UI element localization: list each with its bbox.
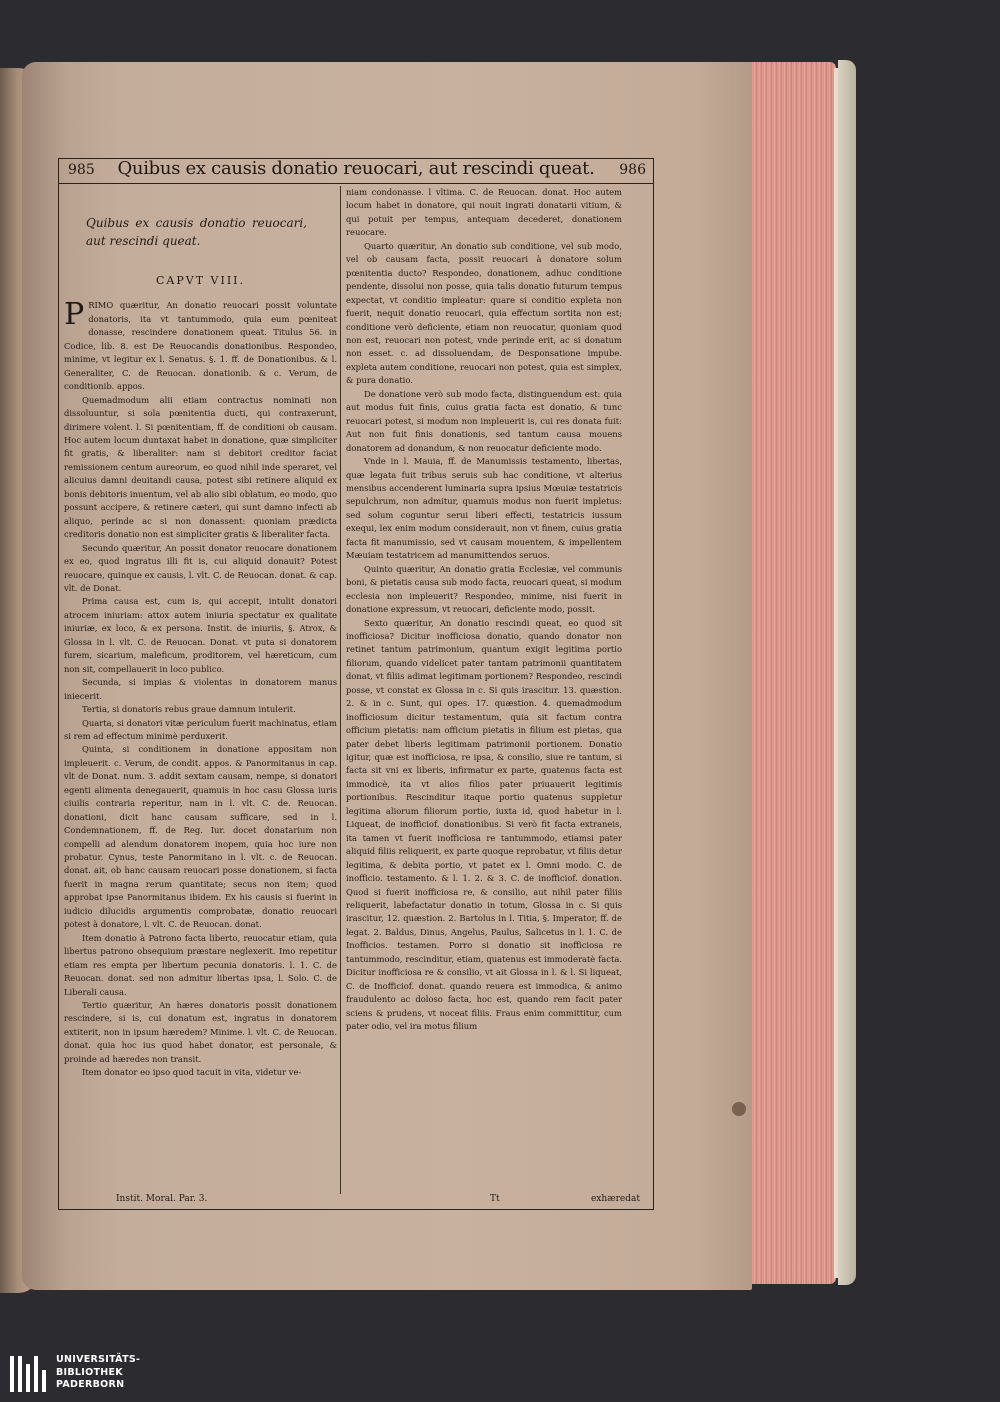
paragraph: Quemadmodum alii etiam contractus nominati non dissoluuntur, si sola pœnitentia ducti, qui contraxerunt, dirimere volent. l. Si pœnitentiam, ff. de conditioni ob causam. Hoc autem locum duntaxat habet in donatione, quæ simpliciter fit gratis, & liberaliter: nam si debitori creditor faciat remissionem centum aureorum, eo quod nihil inde speraret, vel alicuius damni deuitandi causa, potest sibi retinere aliquid ex bonis debitoris inuentum, vel ab alio sibi oblatum, eo modo, quo possunt accipere, & retinere cæteri, qui sunt damno infecti ab aliquo, perinde ac si non donassent: quoniam prædicta creditoris donatio non est simpliciter gratis & liberaliter facta. <box>64 394 337 540</box>
paragraph: Tertio quæritur, An hæres donatoris possit donationem rescindere, si is, cui donatum est, ingratus in donatorem extiterit, non in ipsum hæredem? Minime. l. vlt. C. de Reuocan. donat. quia hoc ius quod habet donator, est personale, & proinde ad hæredes non transit. <box>64 1000 337 1064</box>
column-divider <box>340 186 341 1194</box>
running-title: Quibus ex causis donatio reuocari, aut rescindi queat. <box>117 158 595 179</box>
paragraph: Prima causa est, cum is, qui accepit, intulit donatori atrocem iniuriam: attox autem iniuria spectatur ex qualitate iniuriæ, ex loco, & ex persona. Instit. de iniuriis, §. Atrox, & Glossa in l. vlt. C. de Reuocan. Donat. vt puta si donatorem furem, sicarium, maleficum, proditorem, vel hæreticum, cum non sit, compellauerit in loco publico. <box>64 596 337 674</box>
page-number-left: 985 <box>68 162 95 178</box>
library-logo-text: UNIVERSITÄTS- BIBLIOTHEK PADERBORN <box>56 1354 141 1390</box>
paragraph: Quarto quæritur, An donatio sub conditione, vel sub modo, vel ob causam facta, possit reuocari à donatore solum pœnitentia ducto? Respondeo, donationem, adhuc conditione pendente, dissolui non posse, quia talis donatio futurum tempus expectat, vt conditio impleatur: quare si conditio expleta non fuerit, nequit donatio reuocari, quia effectum sortita non est; conditione verò deficiente, etiam non reuocatur, quoniam quod non est, reuocari non potest, vnde perinde erit, ac si donatum non esset. c. ad dissoluendam, de Desponsatione impube. expleta autem conditione, reuocari non potest, quia est simplex, & pura donatio. <box>346 240 622 386</box>
page-block-edge <box>748 62 836 1284</box>
chapter-title: Quibus ex causis donatio reuocari, aut rescindi queat. <box>86 216 307 248</box>
paragraph: Secunda, si impias & violentas in donatorem manus iniecerit. <box>64 677 337 701</box>
library-logo <box>10 1354 170 1394</box>
page-header <box>58 158 654 184</box>
footer-work-title: Instit. Moral. Par. 3. <box>116 1194 208 1204</box>
paragraph: Quarta, si donatori vitæ periculum fuerit machinatus, etiam si rem ad effectum minimè perduxerit. <box>64 717 337 741</box>
drop-cap: P <box>64 297 85 333</box>
paragraph: niam condonasse. l vltima. C. de Reuocan. donat. Hoc autem locum habet in donatore, qui nouit ingrati donatarii vitium, & qui potuit per tempus, antequam decederet, donationem reuocare. <box>346 187 622 238</box>
paragraph: PRIMO quæritur, An donatio reuocari possit voluntate donatoris, ita vt tantummodo, quia eum pœniteat donasse, rescindere donationem queat. Titulus 56. in Codice, lib. 8. est De Reuocandis donationibus. Respondeo, minime, vt legitur ex l. Senatus. §. 1. ff. de Donationibus. & l. Generaliter, C. de Reuocan. donationib. & c. Verum, de conditionib. appos. <box>64 297 337 392</box>
library-logo-icon <box>10 1356 50 1392</box>
paragraph: Quinto quæritur, An donatio gratia Ecclesiæ, vel communis boni, & pietatis causa sub modo facta, reuocari queat, si modum ecclesia non impleuerit? Respondeo, minime, nisi fuerit in donatione expressum, vt reuocari, deficiente modo, possit. <box>346 563 622 615</box>
page-footer <box>64 1194 646 1208</box>
book-page <box>22 62 752 1290</box>
paragraph: Quinta, si conditionem in donatione appositam non impleuerit. c. Verum, de condit. appos. & Panormitanus in cap. vlt de Donat. num. 3. addit sextam causam, nempe, si donatori egenti alimenta denegauerit, quamuis in hoc casu Glossa iuris ciuilis contraria reperitur, nam in l. vlt. C. de. Reuocan. donationi, dicit hanc causam sufficare, sed in l. Condemnationem, ff. de Reg. Iur. docet donatarium non compelli ad alendum donatorem inopem, quia hoc iure non probatur. Cynus, teste Panormitano in l. vlt. c. de Reuocan. donat. ait, ob hanc causam reuocari posse donationem, si facta fuerit in magna rerum quantitate; secus non item; quod approbat ipse Panormitanus ibidem. Ex his causis si fuerint in iudicio dilucidis argumentis comprobatæ, donatio reuocari potest à donatore, l. vlt. C. de Reuocan. donat. <box>64 744 337 930</box>
paragraph: Sexto quæritur, An donatio rescindi queat, eo quod sit inofficiosa? Dicitur inofficiosa donatio, quando donator non retinet tantum patrimonium, quantum exigit legitima portio filiorum, quando videlicet pater tantam patrimonii quantitatem donat, vt filiis adimat legitimam portionem? Respondeo, rescindi posse, vt constat ex Glossa in c. Si quis irascitur. 13. quæstion. 2. & in c. Sunt, qui opes. 17. quæstion. 4. quemadmodum inofficiosum dicitur testamentum, quia sit factum contra officium pietatis: nam officium pietatis in filium est pietas, qua pater debet liberis legitimam patrimonii portionem. Donatio igitur, quæ est inofficiosa, re ipsa, & consilio, siue re tantum, si facta sit vni ex liberis, infirmatur ex parte, quatenus facta est immodicè, ita vt alios filios pater priuauerit legitimis portionibus. Rescinditur itaque portio quatenus suppletur legitima aliorum filiorum portio, iuxta id, quod habetur in l. Liqueat, de inofficiof. donationibus. Si verò fit facta extraneis, ita tamen vt fuerit inofficiosa re tantummodo, etiamsi pater aliquid filiis reliquerit, ex parte quoque reprobatur, vt filiis detur legitima, & debita portio, vt patet ex l. Omni modo. C. de inofficio. testamento. & l. 1. 2. & 3. C. de inofficiof. donation. Quod si fuerit inofficiosa re, & consilio, aut nihil pater filiis reliquerit, labefactatur donatio in totum, Glossa in c. Si quis irascitur, 12. quæstion. 2. Bartolus in l. Titia, §. Imperator, ff. de legat. 2. Baldus, Dinus, Angelus, Paulus, Salicetus in l. 1. C. de Inofficios. testamen. Porro si donatio sit inofficiosa re tantummodo, rescinditur, etiam, quatenus est immoderatè facta. Dicitur inofficiosa re & consilio, vt ait Glossa in l. & l. Si liqueat, C. de Inofficiof. donat. quando reuera est immodica, & animo fraudulento ac doloso facta, hoc est, quando rem facit pater sciens & prudens, vt noceat filiis. Fraus enim committitur, cum pater odio, vel ira motus filium <box>346 617 622 1032</box>
signature-mark: Tt <box>490 1194 500 1204</box>
paragraph: Vnde in l. Mauia, ff. de Manumissis testamento, libertas, quæ legata fuit tribus seruis sub hac conditione, vt alterius mensibus accenderent luminaria supra ipsius Mœuiæ testatricis sepulchrum, non admitur, quamuis modus non fuerit impletus: sed solum coguntur serui liberi effecti, testatricis iussum exequi, lex enim modum considerauit, non vt finem, cuius gratia facta fit manumissio, sed vt causam mouentem, & impellentem Mæuiam testatricem ad manumittendos seruos. <box>346 456 622 561</box>
paragraph: Tertia, si donatoris rebus graue damnum intulerit. <box>82 704 296 715</box>
paragraph: Secundo quæritur, An possit donator reuocare donationem ex eo, quod ingratus illi fit is, cui aliquid donauit? Potest reuocare, quinque ex causis, l. vlt. C. de Reuocan. donat. & cap. vlt. de Donat. <box>64 542 337 593</box>
page-number-right: 986 <box>619 162 646 178</box>
paragraph: Item donatio à Patrono facta liberto, reuocatur etiam, quia libertus patrono obsequium præstare neglexerit. Imo repetitur etiam res empta per libertum pecunia donatoris. l. 1. C. de Reuocan. donat. sed non admitur libertas ipsa, l. Solo. C. de Liberali causa. <box>64 932 337 997</box>
catchword: exhæredat <box>590 1194 640 1204</box>
right-column <box>346 186 622 1034</box>
paragraph: Item donator eo ipso quod tacuit in vita, videtur ve- <box>82 1067 302 1078</box>
paragraph: De donatione verò sub modo facta, distinguendum est: quia aut modus fuit finis, cuius gratia facta est donatio, & tunc reuocari potest, si modum non impleuerit is, cui res donata fuit: Aut non fuit finis donationis, sed tantum causa mouens donatorem ad donandum, & non reuocatur deficiente modo. <box>346 388 622 453</box>
ink-stain <box>732 1102 746 1116</box>
left-column <box>64 202 337 1080</box>
book-cover-edge <box>838 60 856 1285</box>
chapter-number: CAPVT VIII. <box>155 274 245 287</box>
